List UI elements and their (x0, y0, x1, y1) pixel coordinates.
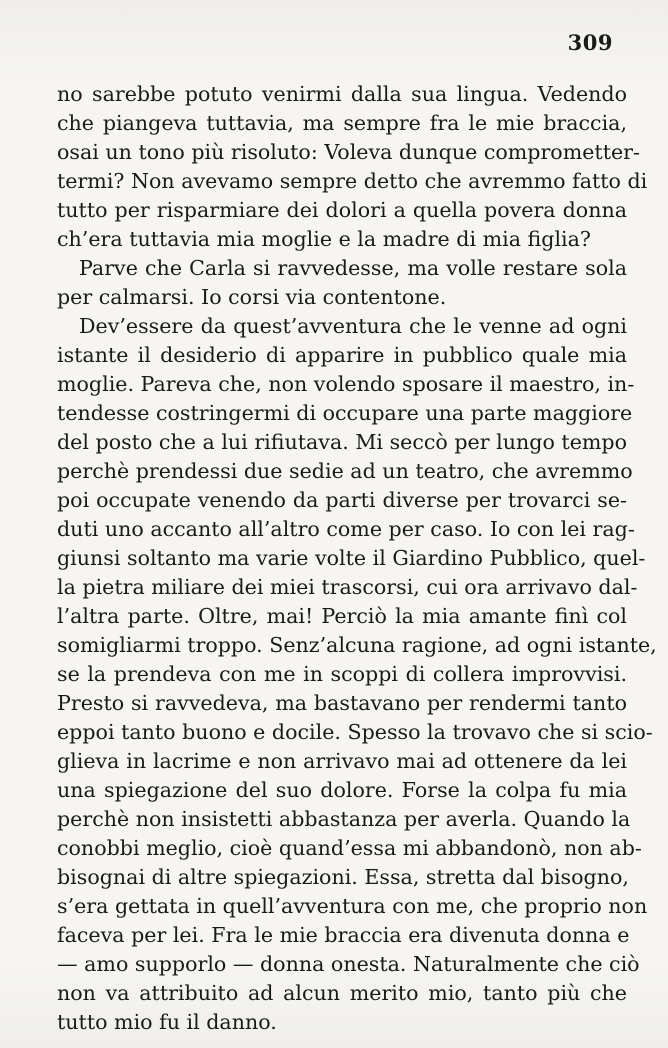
text-line: termi? Non avevamo sempre detto che avremmo fatto di (57, 169, 648, 193)
text-line: Presto si ravvedeva, ma bastavano per rendermi tanto (57, 691, 627, 715)
text-line: del posto che a lui rifiutava. Mi seccò per lungo tempo (57, 430, 627, 454)
text-line: giunsi soltanto ma varie volte il Giardino Pubblico, quel- (57, 546, 646, 570)
text-line: che piangeva tuttavia, ma sempre fra le mie braccia, (57, 111, 627, 135)
text-line: tendesse costringermi di occupare una parte maggiore (57, 401, 633, 425)
text-line: — amo supporlo — donna onesta. Naturalmente che ciò (57, 952, 640, 976)
text-line: faceva per lei. Fra le mie braccia era divenuta donna e (57, 923, 630, 947)
text-line: poi occupate venendo da parti diverse per trovarci se- (57, 488, 627, 512)
text-line: non va attribuito ad alcun merito mio, tanto più che (57, 981, 627, 1005)
paragraph-1 (57, 80, 648, 254)
text-line: tutto mio fu il danno. (57, 1010, 277, 1034)
text-line: s’era gettata in quell’avventura con me, che proprio non (57, 894, 648, 918)
text-line: bisognai di altre spiegazioni. Essa, stretta dal bisogno, (57, 865, 629, 889)
paragraph-3 (57, 312, 657, 1037)
text-line: Parve che Carla si ravvedesse, ma volle restare sola (79, 256, 627, 280)
body-text (57, 80, 657, 1037)
text-line: eppoi tanto buono e docile. Spesso la trovavo che si scio- (57, 720, 653, 744)
paragraph-2 (57, 254, 627, 312)
text-line: no sarebbe potuto venirmi dalla sua lingua. Vedendo (57, 82, 627, 106)
text-line: duti uno accanto all’altro come per caso. Io con lei rag- (57, 517, 635, 541)
text-line: glieva in lacrime e non arrivavo mai ad ottenere da lei (57, 749, 627, 773)
page-number: 309 (567, 30, 613, 55)
text-line: la pietra miliare dei miei trascorsi, cui ora arrivavo dal- (57, 575, 638, 599)
text-line: se la prendeva con me in scoppi di collera improvvisi. (57, 662, 627, 686)
text-line: conobbi meglio, cioè quand’essa mi abbandonò, non ab- (57, 836, 642, 860)
text-line: l’altra parte. Oltre, mai! Perciò la mia amante finì col (57, 604, 627, 628)
text-line: per calmarsi. Io corsi via contentone. (57, 285, 447, 309)
text-line: perchè prendessi due sedie ad un teatro, che avremmo (57, 459, 633, 483)
text-line: istante il desiderio di apparire in pubblico quale mia (57, 343, 627, 367)
text-line: osai un tono più risoluto: Voleva dunque comprometter- (57, 140, 640, 164)
text-line: tutto per risparmiare dei dolori a quella povera donna (57, 198, 627, 222)
text-line: Dev’essere da quest’avventura che le venne ad ogni (79, 314, 627, 338)
text-line: somigliarmi troppo. Senz’alcuna ragione, ad ogni istante, (57, 633, 657, 657)
text-line: perchè non insistetti abbastanza per averla. Quando la (57, 807, 631, 831)
text-line: moglie. Pareva che, non volendo sposare il maestro, in- (57, 372, 635, 396)
text-line: una spiegazione del suo dolore. Forse la colpa fu mia (57, 778, 627, 802)
text-line: ch’era tuttavia mia moglie e la madre di mia figlia? (57, 227, 591, 251)
